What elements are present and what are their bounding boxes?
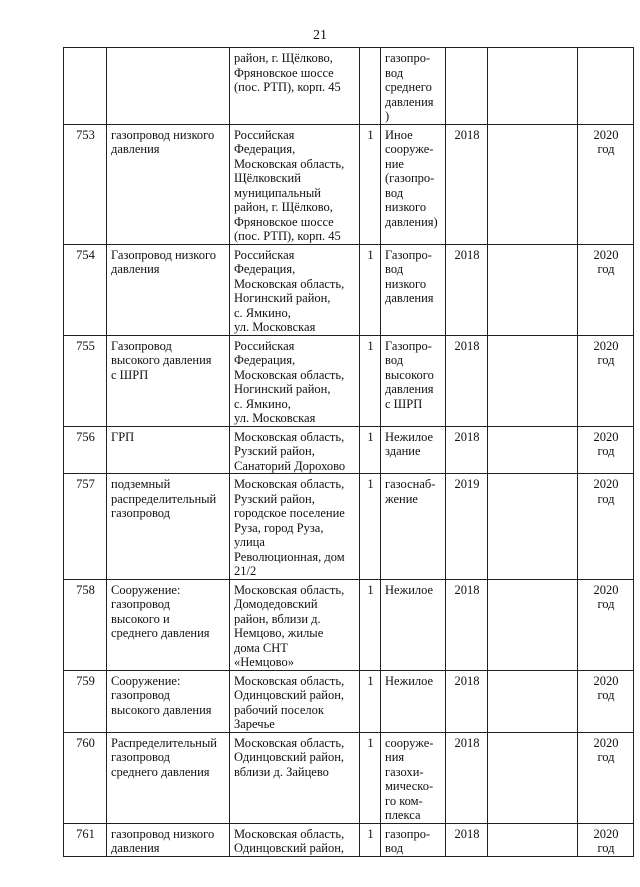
empty-cell bbox=[488, 579, 578, 670]
object-name: газопровод низкого давления bbox=[107, 124, 230, 244]
table-row bbox=[64, 670, 634, 732]
privatization-term: 2020 год bbox=[578, 474, 634, 580]
row-number bbox=[64, 48, 107, 125]
object-type: Нежилое здание bbox=[381, 426, 446, 474]
object-address: Московская область, Одинцовский район, bbox=[230, 823, 360, 856]
object-address: Московская область, Рузский район, Санаторий Дорохово bbox=[230, 426, 360, 474]
row-number: 760 bbox=[64, 732, 107, 823]
object-name: Газопровод высокого давления с ШРП bbox=[107, 335, 230, 426]
table-row bbox=[64, 823, 634, 856]
object-address: Московская область, Одинцовский район, рабочий поселок Заречье bbox=[230, 670, 360, 732]
object-type: газоснаб- жение bbox=[381, 474, 446, 580]
object-name: Сооружение: газопровод высокого и среднего давления bbox=[107, 579, 230, 670]
object-quantity: 1 bbox=[360, 124, 381, 244]
object-name: Газопровод низкого давления bbox=[107, 244, 230, 335]
row-number: 756 bbox=[64, 426, 107, 474]
privatization-term: 2020 год bbox=[578, 670, 634, 732]
object-quantity: 1 bbox=[360, 474, 381, 580]
privatization-term bbox=[578, 48, 634, 125]
table-row bbox=[64, 474, 634, 580]
object-type: сооруже- ния газохи- мическо- го ком- плекса bbox=[381, 732, 446, 823]
privatization-term: 2020 год bbox=[578, 579, 634, 670]
empty-cell bbox=[488, 732, 578, 823]
object-quantity: 1 bbox=[360, 244, 381, 335]
row-number: 754 bbox=[64, 244, 107, 335]
object-type: Иное сооруже- ние (газопро- вод низкого давления) bbox=[381, 124, 446, 244]
table-row bbox=[64, 426, 634, 474]
object-address: Российская Федерация, Московская область, Ногинский район, с. Ямкино, ул. Московская bbox=[230, 335, 360, 426]
row-number: 755 bbox=[64, 335, 107, 426]
privatization-term: 2020 год bbox=[578, 244, 634, 335]
object-name: ГРП bbox=[107, 426, 230, 474]
table-row bbox=[64, 124, 634, 244]
privatization-term: 2020 год bbox=[578, 823, 634, 856]
object-address: район, г. Щёлково, Фряновское шоссе (пос. РТП), корп. 45 bbox=[230, 48, 360, 125]
empty-cell bbox=[488, 244, 578, 335]
object-name bbox=[107, 48, 230, 125]
privatization-term: 2020 год bbox=[578, 732, 634, 823]
object-name: Сооружение: газопровод высокого давления bbox=[107, 670, 230, 732]
object-address: Российская Федерация, Московская область, Щёлковский муниципальный район, г. Щёлково, Фряновское шоссе (пос. РТП), корп. 45 bbox=[230, 124, 360, 244]
empty-cell bbox=[488, 670, 578, 732]
object-address: Московская область, Домодедовский район, вблизи д. Немцово, жилые дома СНТ «Немцово» bbox=[230, 579, 360, 670]
object-address: Московская область, Рузский район, городское поселение Руза, город Руза, улица Революционная, дом 21/2 bbox=[230, 474, 360, 580]
table-row bbox=[64, 48, 634, 125]
registry-table bbox=[63, 47, 634, 857]
privatization-term: 2020 год bbox=[578, 124, 634, 244]
empty-cell bbox=[488, 48, 578, 125]
object-name: подземный распределительный газопровод bbox=[107, 474, 230, 580]
object-year bbox=[446, 48, 488, 125]
row-number: 761 bbox=[64, 823, 107, 856]
object-quantity: 1 bbox=[360, 579, 381, 670]
page-number: 21 bbox=[313, 28, 327, 43]
object-year: 2018 bbox=[446, 244, 488, 335]
object-type: Нежилое bbox=[381, 579, 446, 670]
object-year: 2019 bbox=[446, 474, 488, 580]
object-quantity: 1 bbox=[360, 335, 381, 426]
row-number: 757 bbox=[64, 474, 107, 580]
empty-cell bbox=[488, 124, 578, 244]
object-quantity: 1 bbox=[360, 823, 381, 856]
empty-cell bbox=[488, 474, 578, 580]
object-address: Российская Федерация, Московская область, Ногинский район, с. Ямкино, ул. Московская bbox=[230, 244, 360, 335]
object-type: Газопро- вод высокого давления с ШРП bbox=[381, 335, 446, 426]
object-address: Московская область, Одинцовский район, вблизи д. Зайцево bbox=[230, 732, 360, 823]
empty-cell bbox=[488, 426, 578, 474]
object-type: Газопро- вод низкого давления bbox=[381, 244, 446, 335]
object-type: газопро- вод bbox=[381, 823, 446, 856]
table-row bbox=[64, 244, 634, 335]
object-year: 2018 bbox=[446, 732, 488, 823]
object-type: газопро- вод среднего давления ) bbox=[381, 48, 446, 125]
table-row bbox=[64, 732, 634, 823]
object-quantity: 1 bbox=[360, 426, 381, 474]
object-year: 2018 bbox=[446, 670, 488, 732]
object-year: 2018 bbox=[446, 124, 488, 244]
object-quantity: 1 bbox=[360, 670, 381, 732]
object-year: 2018 bbox=[446, 579, 488, 670]
object-year: 2018 bbox=[446, 823, 488, 856]
object-type: Нежилое bbox=[381, 670, 446, 732]
table-row bbox=[64, 579, 634, 670]
object-name: Распределительный газопровод среднего давления bbox=[107, 732, 230, 823]
row-number: 759 bbox=[64, 670, 107, 732]
table-row bbox=[64, 335, 634, 426]
row-number: 758 bbox=[64, 579, 107, 670]
object-name: газопровод низкого давления bbox=[107, 823, 230, 856]
privatization-term: 2020 год bbox=[578, 426, 634, 474]
object-quantity bbox=[360, 48, 381, 125]
object-quantity: 1 bbox=[360, 732, 381, 823]
row-number: 753 bbox=[64, 124, 107, 244]
empty-cell bbox=[488, 335, 578, 426]
privatization-term: 2020 год bbox=[578, 335, 634, 426]
empty-cell bbox=[488, 823, 578, 856]
object-year: 2018 bbox=[446, 426, 488, 474]
object-year: 2018 bbox=[446, 335, 488, 426]
